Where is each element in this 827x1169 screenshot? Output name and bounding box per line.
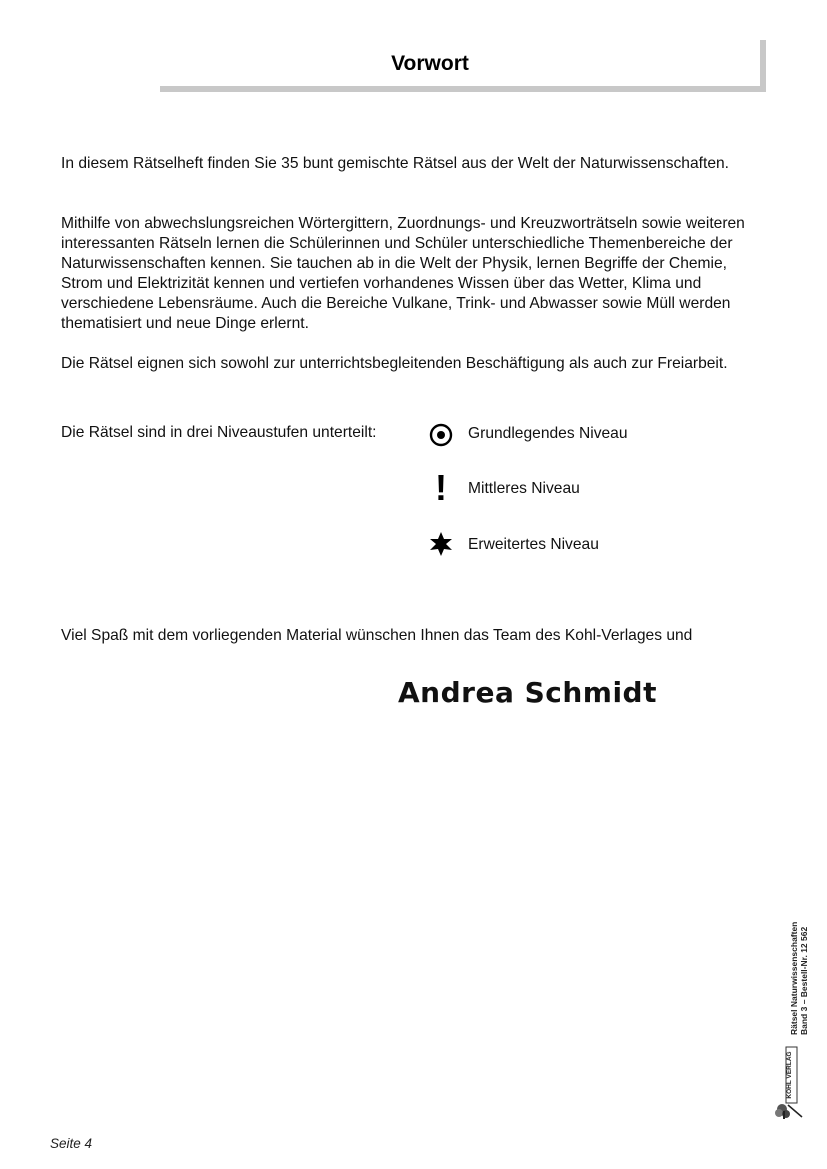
title-frame-bottom — [160, 86, 766, 92]
topics-paragraph: Mithilfe von abwechslungsreichen Wörtergittern, Zuordnungs- und Kreuzworträtseln sowie weiteren interessanten Rätseln lernen die Schülerinnen und Schüler unterschiedliche Themenbereiche der Naturwissenschaften kennen. Sie tauchen ab in die Welt der Physik, lernen Begriffe der Chemie, Strom und Elektrizität kennen und vertiefen vorhandenes Wissen über das Wetter, Klima und verschiedene Lebensräume. Auch die Bereiche Vulkane, Trink- und Abwasser sowie Müll werden thematisiert und neue Dinge erlernt. — [61, 215, 745, 333]
book-title: Rätsel Naturwissenschaften — [789, 921, 799, 1035]
usage-paragraph: Die Rätsel eignen sich sowohl zur unterrichtsbegleitenden Beschäftigung als auch zur Freiarbeit. — [61, 355, 728, 372]
circled-dot-icon — [428, 422, 454, 453]
six-point-star-icon — [428, 531, 454, 562]
logo-text: KOHL VERLAG — [786, 1051, 793, 1099]
page-number: Seite 4 — [50, 1136, 93, 1151]
signature: Andrea Schmidt — [398, 676, 657, 709]
title-frame-right — [760, 40, 766, 92]
closing-line: Viel Spaß mit dem vorliegenden Material wünschen Ihnen das Team des Kohl-Verlages und — [61, 627, 693, 644]
book-info — [789, 905, 809, 1035]
publisher-sidebar — [782, 900, 808, 1120]
book-order-number: Band 3 – Bestell-Nr. 12 562 — [799, 926, 809, 1035]
level-advanced-label: Erweitertes Niveau — [468, 536, 599, 553]
level-medium-label: Mittleres Niveau — [468, 480, 580, 497]
intro-paragraph: In diesem Rätselheft finden Sie 35 bunt gemischte Rätsel aus der Welt der Naturwissenschaften. — [61, 155, 729, 172]
exclamation-icon: ! — [435, 467, 447, 508]
title-box — [160, 40, 766, 92]
level-basic-label: Grundlegendes Niveau — [468, 425, 628, 442]
publisher-logo — [774, 1045, 804, 1120]
levels-intro: Die Rätsel sind in drei Niveaustufen unterteilt: — [61, 424, 377, 441]
page-title: Vorwort — [391, 52, 469, 75]
